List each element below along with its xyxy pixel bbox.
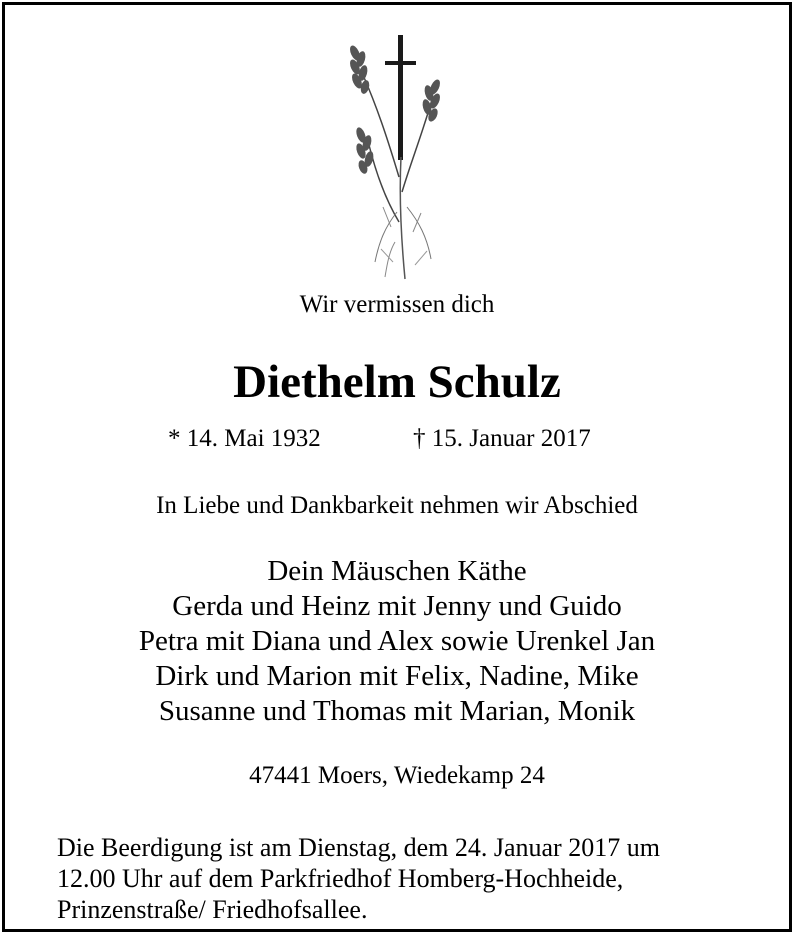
- cross-with-wheat-icon: [335, 27, 455, 282]
- mourner-line: Gerda und Heinz mit Jenny und Guido: [172, 590, 622, 622]
- motto: Wir vermissen dich: [299, 291, 495, 318]
- mourner-line: Dirk und Marion mit Felix, Nadine, Mike: [155, 660, 639, 692]
- mourner-line: Dein Mäuschen Käthe: [267, 555, 527, 587]
- funeral-line: Prinzenstraße/ Friedhofsallee.: [57, 895, 368, 924]
- deceased-name: Diethelm Schulz: [233, 356, 561, 408]
- mourner-line: Petra mit Diana und Alex sowie Urenkel Jan: [138, 625, 656, 657]
- mourners-list: [5, 554, 789, 729]
- birth-date: * 14. Mai 1932: [168, 425, 321, 452]
- funeral-notice: [57, 832, 757, 925]
- funeral-line: 12.00 Uhr auf dem Parkfriedhof Homberg-Hochheide,: [57, 864, 624, 893]
- mourner-line: Susanne und Thomas mit Marian, Monik: [158, 695, 636, 727]
- farewell-line: In Liebe und Dankbarkeit nehmen wir Abschied: [156, 492, 638, 519]
- death-date: † 15. Januar 2017: [413, 425, 591, 452]
- funeral-line: Die Beerdigung ist am Dienstag, dem 24. Januar 2017 um: [57, 833, 660, 862]
- address: 47441 Moers, Wiedekamp 24: [249, 762, 545, 789]
- obituary-notice: [2, 2, 792, 932]
